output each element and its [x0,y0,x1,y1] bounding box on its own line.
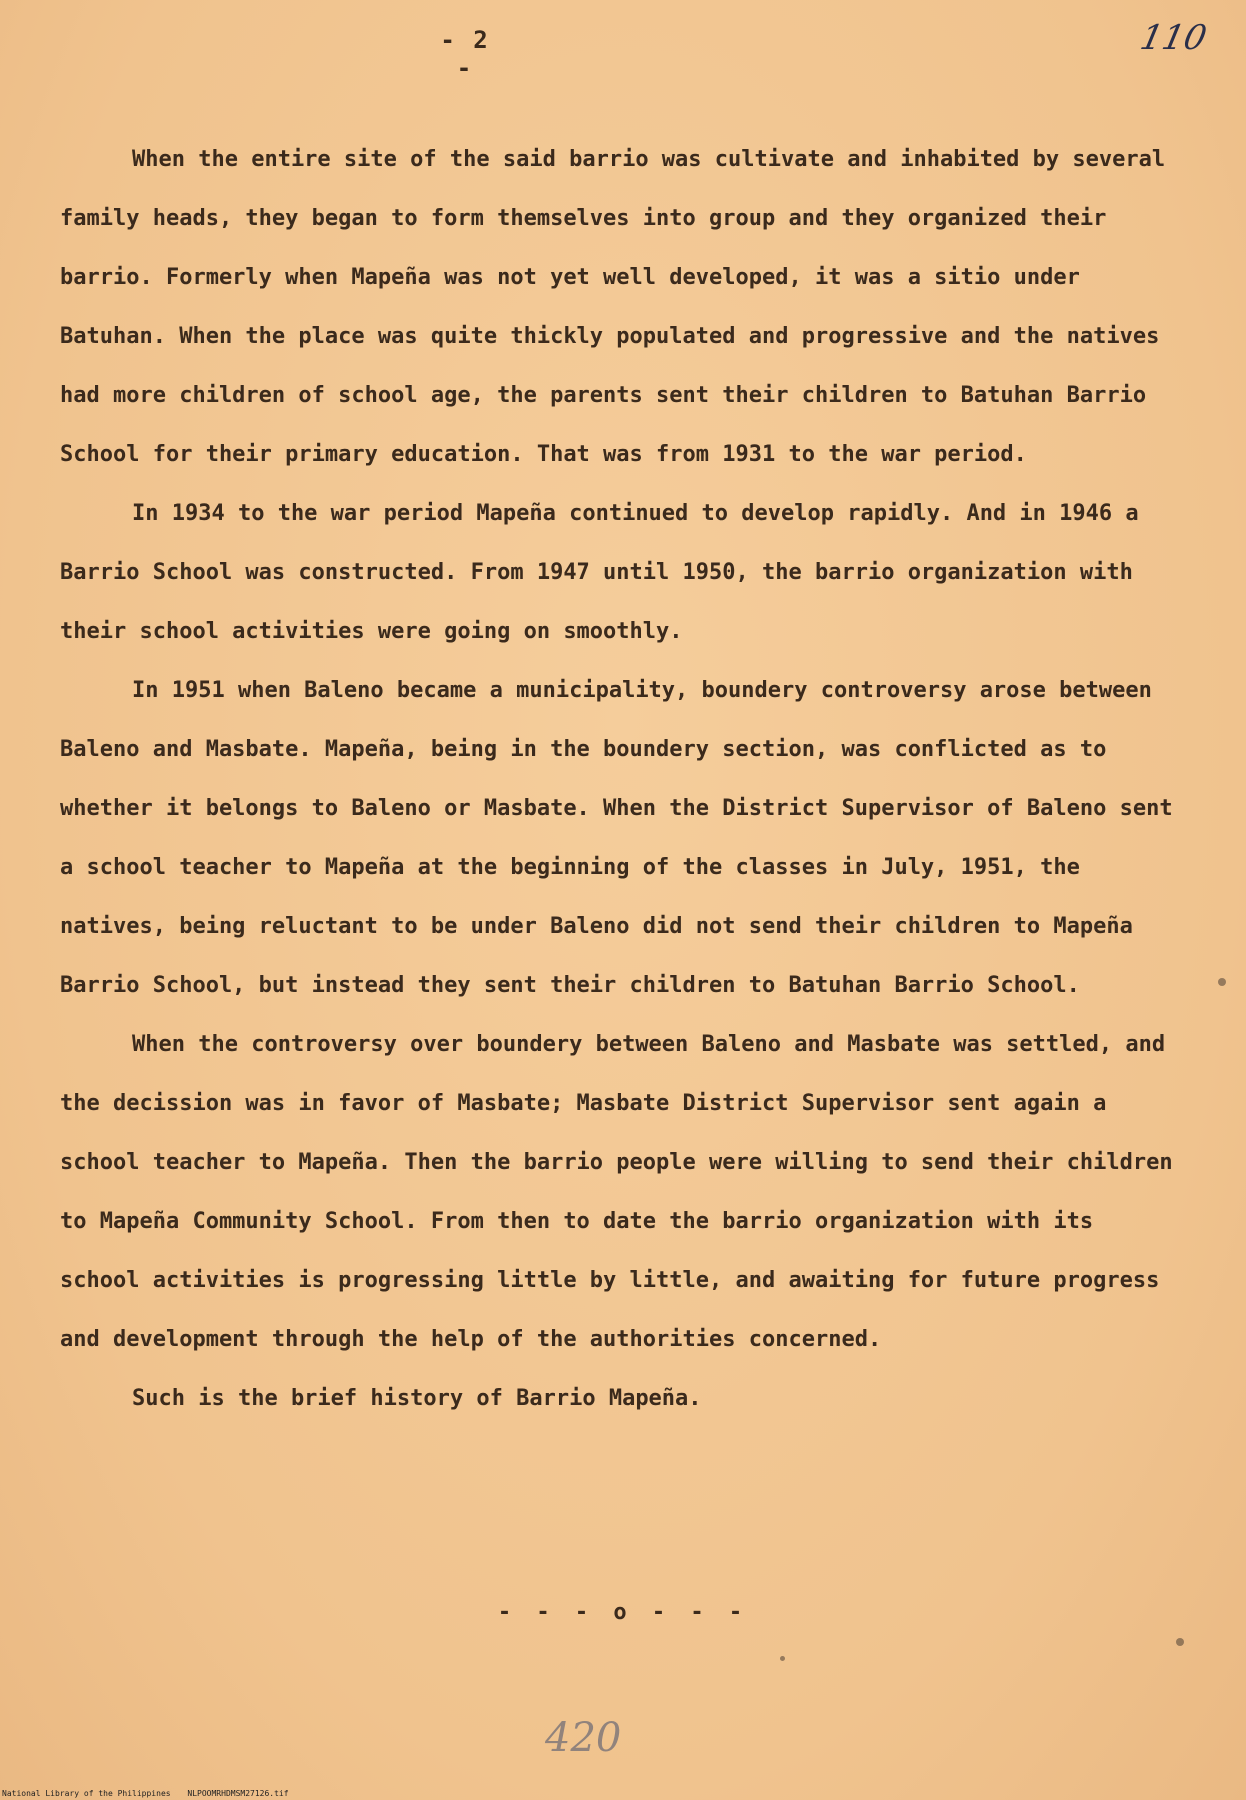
handwritten-bottom-number: 420 [545,1715,622,1761]
paper-speck [780,1656,785,1661]
paragraph-5: Such is the brief history of Barrio Mapeña. [132,1386,702,1411]
scan-footer [2,1789,301,1798]
page-number: - 2 - [440,26,490,82]
paragraph-1: When the entire site of the said barrio was cultivate and inhabited by several family heads, they began to form themselves into group and they organized their barrio. Formerly when Mapeña was not yet well developed, it was a sitio under Batuhan. When the place was quite thickly populated and progressive and the natives had more children of school age, the parents sent their children to Batuhan Barrio School for their primary education. That was from 1931 to the war period. [60,147,1166,467]
paragraph-2: In 1934 to the war period Mapeña continued to develop rapidly. And in 1946 a Barrio School was constructed. From 1947 until 1950, the barrio organization with their school activities were going on smoothly. [60,501,1139,644]
end-separator: - - - o - - - [497,1600,749,1625]
handwritten-page-reference: 110 [1136,18,1211,58]
paragraph-3: In 1951 when Baleno became a municipality, boundery controversy arose between Baleno and Masbate. Mapeña, being in the boundery section, was conflicted as to whether it belongs to Baleno or Masbate. When the District Supervisor of Baleno sent a school teacher to Mapeña at the beginning of the classes in July, 1951, the natives, being reluctant to be under Baleno did not send their children to Mapeña Barrio School, but instead they sent their children to Batuhan Barrio School. [60,678,1173,998]
paper-speck [1218,978,1226,986]
file-id: NLPOOMRHDMSM27126.tif [187,1789,289,1798]
paragraph-4: When the controversy over boundery between Baleno and Masbate was settled, and the decission was in favor of Masbate; Masbate District Supervisor sent again a school teacher to Mapeña. Then the barrio people were willing to send their children to Mapeña Community School. From then to date the barrio organization with its school activities is progressing little by little, and awaiting for future progress and development through the help of the authorities concerned. [60,1032,1173,1352]
body-text [60,130,1180,1428]
library-name: National Library of the Philippines [2,1789,171,1798]
paper-speck [1176,1638,1184,1646]
